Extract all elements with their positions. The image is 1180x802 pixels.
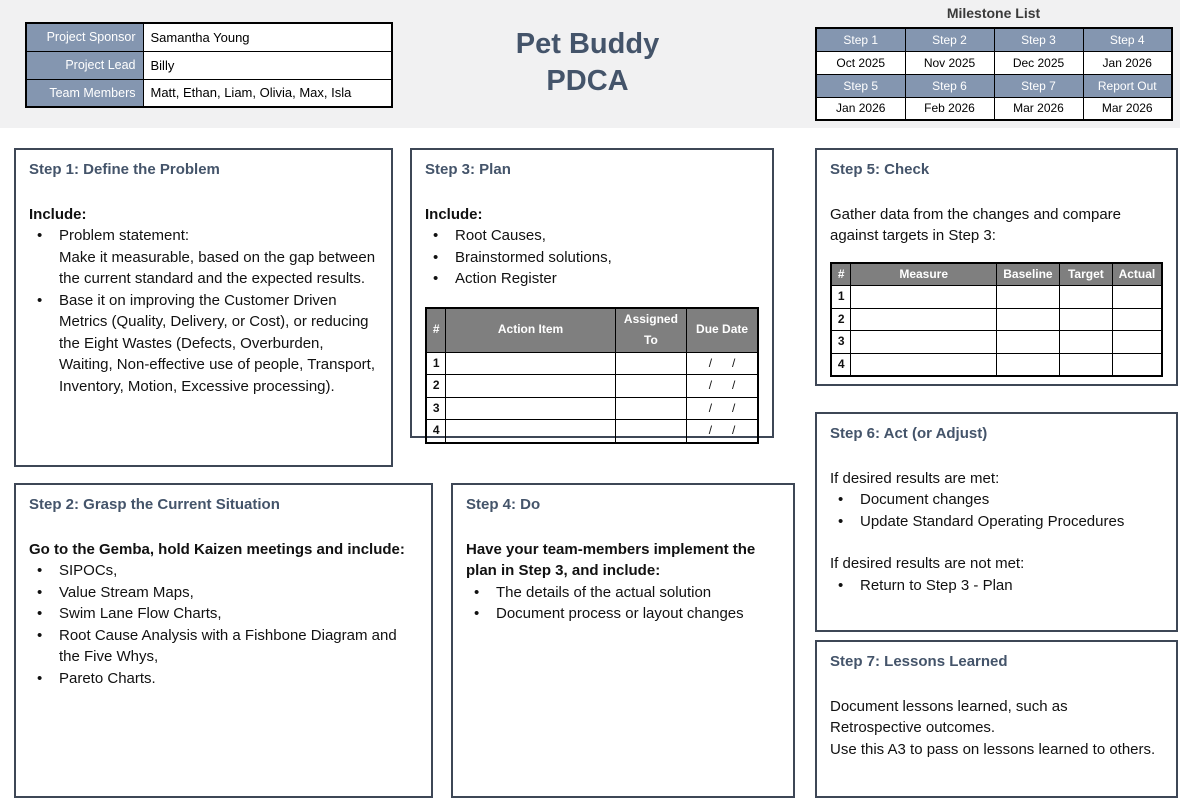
- project-lead-label: Project Lead: [26, 51, 143, 79]
- step2-heading: Step 2: Grasp the Current Situation: [29, 496, 280, 513]
- milestone-step4-header: Step 4: [1083, 28, 1172, 51]
- milestone-step7-date: Mar 2026: [994, 97, 1083, 120]
- step6-not-met-bullet-list: [830, 575, 1163, 597]
- measure-col-measure-header: Measure: [851, 263, 997, 286]
- step1-heading: Step 1: Define the Problem: [29, 161, 220, 178]
- step2-bullet-rootcause: • Root Cause Analysis with a Fishbone Diagram and the Five Whys,: [29, 625, 418, 668]
- step2-bullet-sipocs: • SIPOCs,: [29, 560, 418, 582]
- milestone-list-title: Milestone List: [946, 5, 1041, 21]
- step3-heading: Step 3: Plan: [425, 161, 511, 178]
- action-col-num-header: #: [426, 308, 446, 353]
- step2-bullet-list: [29, 560, 418, 689]
- step7-line1: Document lessons learned, such as Retrospective outcomes.: [830, 697, 1068, 736]
- step4-bullet-document: • Document process or layout changes: [466, 603, 780, 625]
- step6-bullet-update-sop: • Update Standard Operating Procedures: [830, 511, 1163, 533]
- action-row-4-due: / /: [687, 420, 758, 443]
- step6-met-label: If desired results are met:: [830, 469, 1000, 487]
- step7-heading: Step 7: Lessons Learned: [830, 653, 1008, 670]
- measure-row-1-actual: [1112, 286, 1162, 309]
- action-row-1-num: 1: [426, 352, 446, 375]
- measure-row-1: [831, 286, 1162, 309]
- measure-row-3-actual: [1112, 331, 1162, 354]
- action-col-due-header: Due Date: [687, 308, 758, 353]
- measure-row-2-actual: [1112, 308, 1162, 331]
- step6-bullet-document-changes: • Document changes: [830, 489, 1163, 511]
- action-row-3-assigned: [615, 397, 686, 420]
- milestone-step3-header: Step 3: [994, 28, 1083, 51]
- measure-row-2: [831, 308, 1162, 331]
- milestone-step6-date: Feb 2026: [905, 97, 994, 120]
- milestone-step2-header: Step 2: [905, 28, 994, 51]
- action-table-header-row: [426, 308, 758, 353]
- action-register-table: [425, 307, 759, 444]
- measure-row-4: [831, 353, 1162, 376]
- measure-row-3-measure: [851, 331, 997, 354]
- milestone-step3-date: Dec 2025: [994, 51, 1083, 74]
- step3-bullet-rootcauses: • Root Causes,: [425, 225, 759, 247]
- step4-box: [451, 483, 795, 798]
- action-row-2-num: 2: [426, 375, 446, 398]
- step2-box: [14, 483, 433, 798]
- measure-row-2-baseline: [997, 308, 1060, 331]
- action-row-4-num: 4: [426, 420, 446, 443]
- project-sponsor-row: [26, 23, 392, 51]
- measure-row-2-measure: [851, 308, 997, 331]
- step2-bullet-pareto: • Pareto Charts.: [29, 668, 418, 690]
- milestone-step6-header: Step 6: [905, 74, 994, 97]
- action-row-4-assigned: [615, 420, 686, 443]
- page-title-line1: Pet Buddy: [515, 28, 660, 60]
- project-lead-value: Billy: [143, 51, 392, 79]
- action-row-3: [426, 397, 758, 420]
- milestone-header-row-2: [816, 74, 1172, 97]
- step3-box: [410, 148, 774, 438]
- measure-row-2-num: 2: [831, 308, 851, 331]
- measure-table-header-row: [831, 263, 1162, 286]
- step5-intro: Gather data from the changes and compare against targets in Step 3:: [830, 205, 1122, 244]
- team-members-value: Matt, Ethan, Liam, Olivia, Max, Isla: [143, 79, 392, 107]
- measure-row-3: [831, 331, 1162, 354]
- action-row-2-item: [446, 375, 615, 398]
- measure-table: [830, 262, 1163, 378]
- page-title: [420, 26, 755, 100]
- step4-bullet-details: • The details of the actual solution: [466, 582, 780, 604]
- action-row-1-item: [446, 352, 615, 375]
- step1-bullet1-title: • Problem statement:: [59, 227, 190, 244]
- step7-box: [815, 640, 1178, 798]
- milestone-date-row-1: [816, 51, 1172, 74]
- step6-met-bullet-list: [830, 489, 1163, 532]
- milestone-date-row-2: [816, 97, 1172, 120]
- step2-bullet-vsm: • Value Stream Maps,: [29, 582, 418, 604]
- action-row-1-assigned: [615, 352, 686, 375]
- step1-bullet-metrics: • Base it on improving the Customer Driven Metrics (Quality, Delivery, or Cost), or reducing the Eight Wastes (Defects, Overburden, Waiting, Non-effective use of people, Transport, Inventory, Motion, Excessive processing).: [29, 290, 378, 398]
- team-members-row: [26, 79, 392, 107]
- milestone-step5-header: Step 5: [816, 74, 905, 97]
- milestone-step1-date: Oct 2025: [816, 51, 905, 74]
- milestone-step1-header: Step 1: [816, 28, 905, 51]
- project-lead-row: [26, 51, 392, 79]
- measure-row-2-target: [1059, 308, 1112, 331]
- step5-heading: Step 5: Check: [830, 161, 930, 178]
- step6-heading: Step 6: Act (or Adjust): [830, 425, 988, 442]
- measure-row-3-baseline: [997, 331, 1060, 354]
- measure-col-target-header: Target: [1059, 263, 1112, 286]
- step6-spacer: [830, 532, 1163, 553]
- page-title-line2: PDCA: [546, 65, 629, 97]
- milestone-header-row-1: [816, 28, 1172, 51]
- measure-row-4-baseline: [997, 353, 1060, 376]
- action-row-4-item: [446, 420, 615, 443]
- step2-bullet-swimlane: • Swim Lane Flow Charts,: [29, 603, 418, 625]
- step4-intro: Have your team-members implement the plan in Step 3, and include:: [466, 540, 756, 579]
- step1-bullet-list: [29, 225, 378, 397]
- milestone-step7-header: Step 7: [994, 74, 1083, 97]
- step1-bullet-problem-statement: [29, 225, 378, 290]
- measure-row-3-num: 3: [831, 331, 851, 354]
- step7-line2: Use this A3 to pass on lessons learned to others.: [830, 740, 1156, 758]
- step3-bullet-actionregister: • Action Register: [425, 268, 759, 290]
- action-col-item-header: Action Item: [446, 308, 615, 353]
- action-row-3-num: 3: [426, 397, 446, 420]
- step6-bullet-return-step3: • Return to Step 3 - Plan: [830, 575, 1163, 597]
- measure-col-actual-header: Actual: [1112, 263, 1162, 286]
- action-row-2: [426, 375, 758, 398]
- project-sponsor-label: Project Sponsor: [26, 23, 143, 51]
- step4-bullet-list: [466, 582, 780, 625]
- milestone-step2-date: Nov 2025: [905, 51, 994, 74]
- milestone-reportout-header: Report Out: [1083, 74, 1172, 97]
- project-info-table: [25, 22, 393, 108]
- measure-col-baseline-header: Baseline: [997, 263, 1060, 286]
- step4-heading: Step 4: Do: [466, 496, 541, 513]
- step6-box: [815, 412, 1178, 632]
- measure-row-1-target: [1059, 286, 1112, 309]
- step3-bullet-brainstormed: • Brainstormed solutions,: [425, 247, 759, 269]
- measure-row-4-measure: [851, 353, 997, 376]
- measure-row-3-target: [1059, 331, 1112, 354]
- measure-row-1-measure: [851, 286, 997, 309]
- action-row-3-due: / /: [687, 397, 758, 420]
- measure-row-4-target: [1059, 353, 1112, 376]
- step3-intro: Include:: [425, 205, 483, 223]
- milestone-reportout-date: Mar 2026: [1083, 97, 1172, 120]
- action-row-2-assigned: [615, 375, 686, 398]
- milestone-table: [815, 27, 1173, 121]
- action-row-4: [426, 420, 758, 443]
- step2-intro: Go to the Gemba, hold Kaizen meetings and include:: [29, 540, 405, 558]
- team-members-label: Team Members: [26, 79, 143, 107]
- measure-row-4-actual: [1112, 353, 1162, 376]
- milestone-step4-date: Jan 2026: [1083, 51, 1172, 74]
- action-row-1-due: / /: [687, 352, 758, 375]
- milestone-step5-date: Jan 2026: [816, 97, 905, 120]
- step6-not-met-label: If desired results are not met:: [830, 555, 1025, 572]
- action-row-1: [426, 352, 758, 375]
- measure-col-num-header: #: [831, 263, 851, 286]
- step1-bullet1-body: Make it measurable, based on the gap between the current standard and the expected results.: [59, 248, 376, 287]
- action-col-assigned-header: Assigned To: [615, 308, 686, 353]
- measure-row-4-num: 4: [831, 353, 851, 376]
- step1-box: [14, 148, 393, 467]
- step3-bullet-list: [425, 225, 759, 290]
- step1-intro: Include:: [29, 205, 87, 223]
- action-row-2-due: / /: [687, 375, 758, 398]
- step5-box: [815, 148, 1178, 386]
- project-sponsor-value: Samantha Young: [143, 23, 392, 51]
- measure-row-1-num: 1: [831, 286, 851, 309]
- measure-row-1-baseline: [997, 286, 1060, 309]
- action-row-3-item: [446, 397, 615, 420]
